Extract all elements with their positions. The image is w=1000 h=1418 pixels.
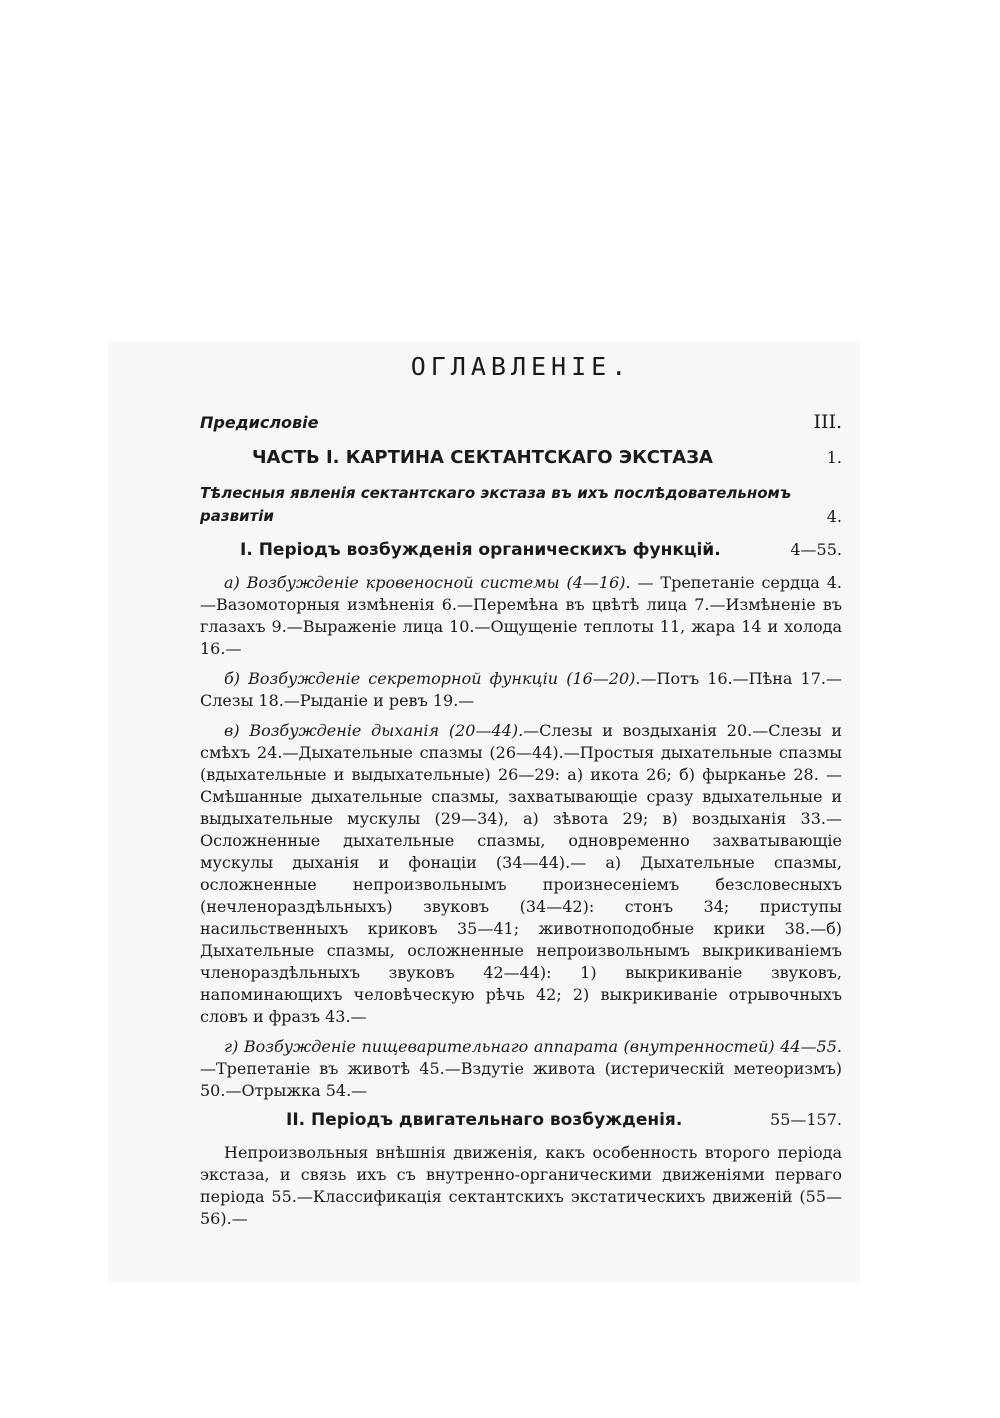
section-a-title[interactable]: Возбужденіе кровеносной системы (4—16). xyxy=(246,573,631,592)
part1-page: 1. xyxy=(826,448,842,467)
section-a-text: — Трепетаніе сердца 4.—Вазомоторныя измѣненія 6.—Перемѣна въ цвѣтѣ лица 7.—Измѣненіе въ глазахъ 9.—Выраженіе лица 10.—Ощущеніе теплоты 11, жара 14 и холода 16.— xyxy=(200,573,842,658)
table-of-contents xyxy=(200,352,842,1238)
section-v-lead: в) xyxy=(224,721,240,740)
phenomena-label: Тѣлесныя явленія сектантскаго экстаза въ ихъ послѣдовательномъ развитіи xyxy=(200,484,792,525)
phenomena-page: 4. xyxy=(826,507,842,526)
toc-entry-preface[interactable] xyxy=(200,411,842,433)
section-v xyxy=(200,720,842,1028)
section-b-title[interactable]: Возбужденіе секреторной функціи (16—20). xyxy=(248,669,641,688)
section-final-text: Непроизвольныя внѣшнія движенія, какъ особенность второго періода экстаза, и связь ихъ съ внутренно-органическими движеніями перваго періода 55.—Классификація сектантскихъ экстатическихъ движеній (55—56).— xyxy=(200,1143,842,1228)
period1-page: 4—55. xyxy=(790,540,842,559)
toc-entry-period2[interactable] xyxy=(200,1110,842,1130)
part1-label: ЧАСТЬ I. КАРТИНА СЕКТАНТСКАГО ЭКСТАЗА xyxy=(252,447,713,468)
section-g-lead: г) xyxy=(224,1037,239,1056)
section-a-lead: а) xyxy=(224,573,240,592)
section-v-text: —Слезы и воздыханія 20.—Слезы и смѣхъ 24.—Дыхательные спазмы (26—44).—Простыя дыхательные спазмы (вдыхательные и выдыхательные) 26—29: а) икота 26; б) фырканье 28. — Смѣшанные дыхательные спазмы, захватывающіе сразу вдыхательные и выдыхательные мускулы (29—34), а) зѣвота 29; в) воздыханія 33.—Осложненные дыхательные спазмы, одновременно захватывающіе мускулы дыханія и фонаціи (34—44).— а) Дыхательные спазмы, осложненные непроизвольнымъ произнесеніемъ безсловесныхъ (нечленораздѣльныхъ) звуковъ (34—42): стонъ 34; приступы насильственныхъ криковъ 35—41; животноподобные крики 38.—б) Дыхательные спазмы, осложненные непроизвольнымъ выкрикиваніемъ членораздѣльныхъ звуковъ 42—44): 1) выкрикиваніе звуковъ, напоминающихъ человѣческую рѣчь 42; 2) выкрикиваніе отрывочныхъ словъ и фразъ 43.— xyxy=(200,721,842,1026)
section-v-title[interactable]: Возбужденіе дыханія (20—44). xyxy=(249,721,524,740)
section-b-lead: б) xyxy=(224,669,241,688)
period1-label: I. Періодъ возбужденія органическихъ функцій. xyxy=(240,540,721,560)
section-final xyxy=(200,1142,842,1230)
section-g-text: —Трепетаніе въ животѣ 45.—Вздутіе живота (истерическій метеоризмъ) 50.—Отрыжка 54.— xyxy=(200,1059,842,1100)
preface-label: Предисловіе xyxy=(200,413,319,432)
page-title: ОГЛАВЛЕНІЕ. xyxy=(410,352,632,381)
preface-page: III. xyxy=(813,411,842,433)
section-g xyxy=(200,1036,842,1102)
toc-entry-part1[interactable] xyxy=(200,447,842,468)
section-b xyxy=(200,668,842,712)
toc-entry-phenomena[interactable] xyxy=(200,482,842,528)
period2-label: II. Періодъ двигательнаго возбужденія. xyxy=(286,1110,683,1130)
section-g-title[interactable]: Возбужденіе пищеварительнаго аппарата (внутренностей) 44—55. xyxy=(243,1037,842,1056)
section-b-text: —Потъ 16.—Пѣна 17.—Слезы 18.—Рыданіе и ревъ 19.— xyxy=(200,669,843,710)
toc-entry-period1[interactable] xyxy=(200,540,842,560)
section-a xyxy=(200,572,842,660)
period2-page: 55—157. xyxy=(770,1110,842,1129)
